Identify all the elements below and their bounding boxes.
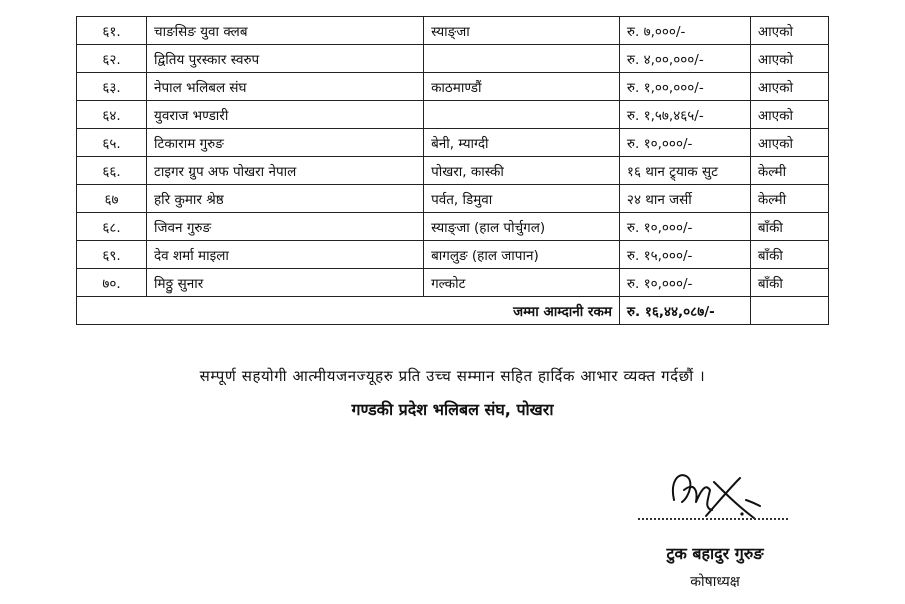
contribution-amount-cell: रु. १०,०००/- [619,213,750,241]
contribution-amount-cell: १६ थान ट्र्याक सुट [619,157,750,185]
contribution-amount-cell: २४ थान जर्सी [619,185,750,213]
table-row [77,73,829,101]
contributor-place-cell: पर्वत, डिमुवा [424,185,620,213]
serial-number-cell: ७०. [77,269,147,297]
contribution-status-cell: आएको [750,101,828,129]
contribution-status-cell: बाँकी [750,241,828,269]
table-row [77,213,829,241]
serial-number-cell: ६१. [77,17,147,45]
contribution-amount-cell: रु. १०,०००/- [619,269,750,297]
contributor-name-cell: मिठ्ठु सुनार [147,269,424,297]
contributions-table [76,16,829,325]
contribution-status-cell: केल्मी [750,185,828,213]
table-row [77,17,829,45]
contribution-status-cell: बाँकी [750,269,828,297]
contributor-name-cell: हरि कुमार श्रेष्ठ [147,185,424,213]
contributor-place-cell: पोखरा, कास्की [424,157,620,185]
serial-number-cell: ६८. [77,213,147,241]
table-row [77,241,829,269]
serial-number-cell: ६२. [77,45,147,73]
contributor-name-cell: देव शर्मा माइला [147,241,424,269]
table-row [77,185,829,213]
table-row [77,129,829,157]
contributor-name-cell: जिवन गुरुङ [147,213,424,241]
contributor-place-cell: स्याङ्जा [424,17,620,45]
contributor-place-cell [424,45,620,73]
contributor-name-cell: द्वितिय पुरस्कार स्वरुप [147,45,424,73]
contribution-status-cell: बाँकी [750,213,828,241]
contributor-name-cell: टाइगर ग्रुप अफ पोखरा नेपाल [147,157,424,185]
contributor-place-cell: स्याङ्जा (हाल पोर्चुगल) [424,213,620,241]
table-row [77,269,829,297]
contribution-amount-cell: रु. १५,०००/- [619,241,750,269]
signer-name: टुक बहादुर गुरुङ [666,544,764,563]
contributor-place-cell: गल्कोट [424,269,620,297]
contribution-amount-cell: रु. १०,०००/- [619,129,750,157]
total-row [77,297,829,325]
serial-number-cell: ६९. [77,241,147,269]
serial-number-cell: ६४. [77,101,147,129]
serial-number-cell: ६६. [77,157,147,185]
organization-name: गण्डकी प्रदेश भलिबल संघ, पोखरा [351,400,554,419]
contributor-place-cell: काठमाण्डौं [424,73,620,101]
serial-number-cell: ६७ [77,185,147,213]
contribution-amount-cell: रु. ४,००,०००/- [619,45,750,73]
contributor-place-cell: बेनी, म्याग्दी [424,129,620,157]
serial-number-cell: ६५. [77,129,147,157]
contribution-status-cell: आएको [750,45,828,73]
contributor-name-cell: चाङसिङ युवा क्लब [147,17,424,45]
table-row [77,101,829,129]
contributor-name-cell: युवराज भण्डारी [147,101,424,129]
signer-role: कोषाध्यक्ष [690,574,740,590]
total-label: जम्मा आम्दानी रकम [77,297,620,325]
signature-line [638,518,788,520]
contribution-amount-cell: रु. १,५७,४६५/- [619,101,750,129]
total-amount: रु. १६,४४,०८७/- [619,297,750,325]
acknowledgement-text: सम्पूर्ण सहयोगी आत्मीयजनज्यूहरु प्रति उच्च सम्मान सहित हार्दिक आभार व्यक्त गर्दछौं । [199,367,706,385]
contribution-status-cell: आएको [750,73,828,101]
contributor-place-cell [424,101,620,129]
contribution-amount-cell: रु. ७,०००/- [619,17,750,45]
contribution-status-cell: आएको [750,129,828,157]
table-row [77,45,829,73]
total-status-cell [750,297,828,325]
contributions-table-body [77,17,829,297]
contributor-name-cell: टिकाराम गुरुङ [147,129,424,157]
contributor-name-cell: नेपाल भलिबल संघ [147,73,424,101]
contribution-status-cell: आएको [750,17,828,45]
contributor-place-cell: बागलुङ (हाल जापान) [424,241,620,269]
table-row [77,157,829,185]
contribution-status-cell: केल्मी [750,157,828,185]
contribution-amount-cell: रु. १,००,०००/- [619,73,750,101]
serial-number-cell: ६३. [77,73,147,101]
